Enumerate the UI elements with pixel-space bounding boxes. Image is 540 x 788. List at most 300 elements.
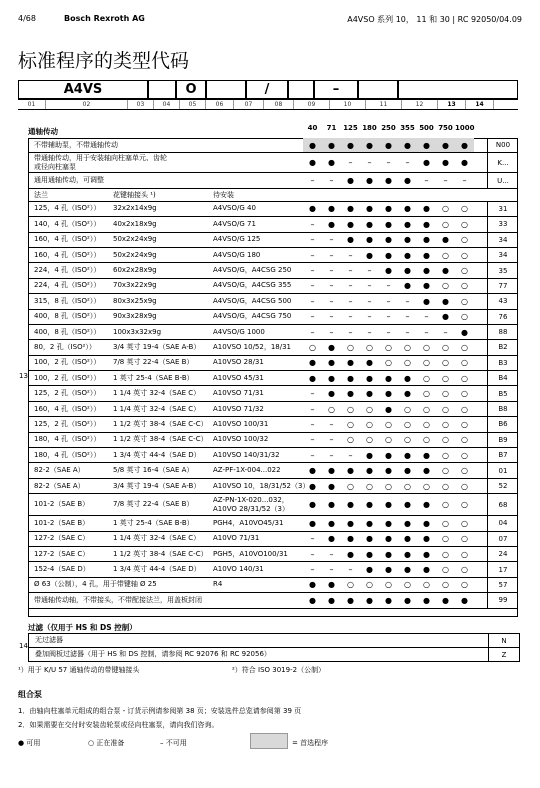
- availability-mark: ●: [366, 219, 373, 229]
- cell-t: A4VSO/G，A4CSG 750: [213, 312, 292, 321]
- availability-mark: ○: [442, 580, 449, 590]
- availability-mark: –: [348, 312, 353, 322]
- availability-mark: –: [405, 158, 410, 168]
- availability-mark: ○: [442, 342, 449, 352]
- availability-mark: –: [329, 312, 334, 322]
- availability-mark: ●: [347, 204, 354, 214]
- legend-preferred: = 首选程序: [292, 739, 329, 747]
- availability-mark: ○: [442, 481, 449, 491]
- availability-mark: ●: [423, 534, 430, 544]
- availability-mark: ●: [404, 534, 411, 544]
- availability-mark: ●: [328, 580, 335, 590]
- table-row: [28, 340, 518, 355]
- cell-t: A4VSO/G，A4CSG 355: [213, 281, 292, 290]
- order-code: B5: [487, 386, 518, 400]
- availability-mark: ●: [366, 534, 373, 544]
- availability-mark: ●: [385, 565, 392, 575]
- availability-mark: ●: [461, 327, 468, 337]
- col-header-flange: 法兰: [34, 190, 48, 199]
- cell-t: A10VSO 10，18/31/52（3）: [213, 481, 310, 490]
- availability-mark: –: [386, 281, 391, 291]
- availability-mark: –: [310, 389, 315, 399]
- availability-mark: –: [424, 312, 429, 322]
- cell-t: A10VSO 10/52，18/31: [213, 342, 292, 351]
- availability-mark: ●: [347, 466, 354, 476]
- availability-mark: –: [329, 450, 334, 460]
- order-code: N: [488, 634, 519, 647]
- legend-not-available: – 不可用: [160, 739, 187, 747]
- availability-mark: –: [310, 435, 315, 445]
- table-row: [28, 173, 518, 188]
- availability-mark: ○: [385, 358, 392, 368]
- order-code: 99: [487, 593, 518, 607]
- availability-mark: ●: [404, 235, 411, 245]
- availability-mark: ○: [404, 435, 411, 445]
- availability-mark: –: [462, 176, 467, 186]
- availability-mark: ●: [328, 389, 335, 399]
- availability-mark: –: [310, 534, 315, 544]
- availability-mark: ○: [404, 342, 411, 352]
- cell-f: 180，4 孔（ISO²））: [34, 450, 101, 459]
- col-header-mount: 待安装: [213, 190, 234, 199]
- availability-mark: ○: [461, 466, 468, 476]
- order-code: 34: [487, 233, 518, 247]
- legend-available: ● 可用: [18, 739, 41, 747]
- code-position-12: 12: [402, 100, 438, 109]
- availability-mark: –: [443, 176, 448, 186]
- availability-mark: ●: [347, 534, 354, 544]
- availability-mark: ○: [461, 281, 468, 291]
- availability-mark: ○: [347, 419, 354, 429]
- row-text: 无过滤器: [35, 636, 63, 644]
- availability-mark: ○: [366, 580, 373, 590]
- code-position-09: 09: [294, 100, 330, 109]
- availability-mark: ○: [461, 389, 468, 399]
- cell-f: 101-2（SAE B）: [34, 518, 90, 527]
- availability-mark: –: [329, 565, 334, 575]
- availability-mark: ○: [347, 404, 354, 414]
- availability-mark: ●: [366, 250, 373, 260]
- order-code: 68: [487, 494, 518, 515]
- availability-mark: ●: [423, 450, 430, 460]
- table-row: [28, 402, 518, 417]
- availability-mark: ○: [442, 250, 449, 260]
- availability-mark: ○: [442, 373, 449, 383]
- availability-mark: ●: [347, 219, 354, 229]
- cell-s: 60x2x28x9g: [113, 266, 157, 275]
- cell-f: 160，4 孔（ISO²））: [34, 250, 101, 259]
- availability-mark: ○: [423, 481, 430, 491]
- availability-mark: –: [329, 327, 334, 337]
- table-row: [28, 279, 518, 294]
- availability-mark: ○: [423, 358, 430, 368]
- cell-s: 1 英寸 25-4（SAE B-B）: [113, 518, 194, 527]
- availability-mark: ○: [442, 534, 449, 544]
- availability-mark: ●: [385, 373, 392, 383]
- availability-mark: ●: [385, 266, 392, 276]
- table-row: [28, 371, 518, 386]
- availability-mark: –: [329, 296, 334, 306]
- availability-mark: ○: [404, 358, 411, 368]
- code-position-05: 05: [180, 100, 206, 109]
- cell-s: 90x3x28x9g: [113, 312, 157, 321]
- availability-mark: ●: [366, 358, 373, 368]
- availability-mark: –: [310, 327, 315, 337]
- availability-mark: –: [367, 327, 372, 337]
- cell-s: 1 1/2 英寸 38-4（SAE C-C）: [113, 435, 208, 444]
- availability-mark: ●: [328, 500, 335, 510]
- order-code: B9: [487, 433, 518, 447]
- cell-t: R4: [213, 580, 223, 589]
- availability-mark: –: [329, 281, 334, 291]
- availability-mark: ○: [461, 435, 468, 445]
- size-40: 40: [307, 124, 318, 132]
- availability-mark: ○: [423, 419, 430, 429]
- availability-mark: ○: [461, 565, 468, 575]
- code-part-2: [148, 80, 176, 99]
- availability-mark: ●: [328, 466, 335, 476]
- availability-mark: –: [329, 549, 334, 559]
- row-text: 带通轴传动，用于安装轴向柱塞单元、齿轮 或径向柱塞泵: [34, 153, 167, 171]
- type-code-bar: [18, 80, 518, 99]
- group-label-13: 13: [19, 372, 28, 380]
- size-180: 180: [362, 124, 377, 132]
- availability-mark: ○: [442, 281, 449, 291]
- availability-mark: ●: [322, 138, 341, 152]
- availability-mark: ○: [461, 296, 468, 306]
- availability-mark: –: [310, 176, 315, 186]
- availability-mark: –: [348, 296, 353, 306]
- availability-mark: ●: [404, 466, 411, 476]
- availability-mark: ○: [385, 419, 392, 429]
- availability-mark: ●: [423, 466, 430, 476]
- availability-mark: –: [367, 296, 372, 306]
- availability-mark: ○: [442, 500, 449, 510]
- availability-mark: –: [367, 281, 372, 291]
- availability-mark: ○: [423, 389, 430, 399]
- availability-mark: ●: [366, 500, 373, 510]
- availability-mark: –: [348, 450, 353, 460]
- cell-f: 125，2 孔（ISO²））: [34, 419, 101, 428]
- availability-mark: ○: [461, 266, 468, 276]
- availability-mark: –: [386, 158, 391, 168]
- table-row: [28, 532, 518, 547]
- availability-mark: ○: [385, 481, 392, 491]
- combo-note-1: 1．由轴向柱塞单元组成的组合泵 - 订货示例请参阅第 38 页；安装选件总览请参阅第 39 页: [18, 707, 302, 715]
- availability-mark: ●: [461, 158, 468, 168]
- order-code: 52: [487, 479, 518, 493]
- availability-mark: ●: [404, 250, 411, 260]
- availability-mark: ○: [461, 342, 468, 352]
- cell-s: 3/4 英寸 19-4（SAE A-B）: [113, 481, 201, 490]
- table-row: [28, 433, 518, 448]
- cell-f: 315，8 孔（ISO²））: [34, 296, 101, 305]
- order-code: 57: [487, 578, 518, 592]
- availability-mark: –: [348, 158, 353, 168]
- order-code: 04: [487, 516, 518, 530]
- code-part-6: [288, 80, 314, 99]
- table-row: [28, 294, 518, 309]
- availability-mark: ●: [385, 450, 392, 460]
- order-code: 88: [487, 325, 518, 339]
- availability-mark: ○: [366, 404, 373, 414]
- table-row: [28, 562, 518, 577]
- cell-t: A10VSO 28/31: [213, 358, 264, 367]
- availability-mark: ○: [385, 435, 392, 445]
- availability-mark: ●: [442, 595, 449, 605]
- cell-t: A4VSO/G 180: [213, 250, 261, 259]
- combo-heading: 组合泵: [18, 690, 42, 699]
- doc-reference: A4VSO 系列 10， 11 和 30 | RC 92050/04.09: [347, 15, 522, 24]
- order-code: B8: [487, 402, 518, 416]
- table-row: [28, 263, 518, 278]
- order-code: 17: [487, 562, 518, 576]
- table-row: [28, 417, 518, 432]
- table-row: [28, 578, 518, 593]
- cell-t: A10VSO 71/32: [213, 404, 264, 413]
- cell-f: 101-2（SAE B）: [34, 500, 90, 509]
- availability-mark: –: [329, 250, 334, 260]
- availability-mark: ●: [328, 534, 335, 544]
- order-code: U...: [487, 173, 518, 187]
- table-row: [28, 325, 518, 340]
- availability-mark: ●: [404, 549, 411, 559]
- cell-f: 400，8 孔（ISO²））: [34, 312, 101, 321]
- availability-mark: –: [348, 250, 353, 260]
- availability-mark: ●: [309, 481, 316, 491]
- availability-mark: ●: [379, 138, 398, 152]
- table-row: [28, 153, 518, 173]
- cell-s: 32x2x14x9g: [113, 204, 157, 213]
- cell-s: 1 3/4 英寸 44-4（SAE D）: [113, 565, 201, 574]
- table-row: [28, 202, 518, 217]
- cell-f: 82-2（SAE A）: [34, 466, 85, 475]
- cell-t: A10VO 71/31: [213, 534, 260, 543]
- section-through-drive: 通轴传动: [28, 127, 58, 136]
- availability-mark: ●: [398, 138, 417, 152]
- availability-mark: ●: [328, 358, 335, 368]
- page-title: 标准程序的类型代码: [18, 50, 190, 72]
- availability-mark: ●: [423, 158, 430, 168]
- availability-mark: ●: [385, 466, 392, 476]
- cell-s: 1 英寸 25-4（SAE B-B）: [113, 373, 194, 382]
- cell-f: 400，8 孔（ISO²））: [34, 327, 101, 336]
- availability-mark: –: [310, 565, 315, 575]
- availability-mark: ●: [423, 204, 430, 214]
- availability-mark: –: [310, 450, 315, 460]
- availability-mark: ●: [328, 204, 335, 214]
- availability-mark: ●: [347, 358, 354, 368]
- availability-mark: ○: [423, 435, 430, 445]
- availability-mark: ●: [309, 580, 316, 590]
- availability-mark: ○: [461, 450, 468, 460]
- availability-mark: ●: [347, 500, 354, 510]
- availability-mark: ○: [442, 358, 449, 368]
- availability-mark: ●: [423, 250, 430, 260]
- cell-t: A4VSO/G 1000: [213, 327, 265, 336]
- availability-mark: –: [310, 419, 315, 429]
- cell-f: 125，2 孔（ISO²））: [34, 389, 101, 398]
- availability-mark: ○: [385, 342, 392, 352]
- availability-mark: ○: [461, 481, 468, 491]
- availability-mark: ○: [461, 358, 468, 368]
- footnote-1: ¹）用于 K/U 57 通轴传动的带键轴接头: [18, 666, 140, 674]
- availability-mark: ○: [404, 404, 411, 414]
- availability-mark: –: [329, 435, 334, 445]
- table-row: [28, 448, 518, 463]
- cell-s: 3/4 英寸 19-4（SAE A-B）: [113, 342, 201, 351]
- cell-f: 127-2（SAE C）: [34, 534, 90, 543]
- availability-mark: ○: [461, 312, 468, 322]
- availability-mark: ●: [341, 138, 360, 152]
- availability-mark: ●: [309, 204, 316, 214]
- size-250: 250: [381, 124, 396, 132]
- filter-table: [28, 633, 520, 662]
- availability-mark: ○: [442, 435, 449, 445]
- availability-mark: ●: [385, 176, 392, 186]
- code-position-13: 13: [438, 100, 466, 109]
- order-code: 33: [487, 217, 518, 231]
- cell-f: 224，4 孔（ISO²））: [34, 266, 101, 275]
- availability-mark: ●: [442, 296, 449, 306]
- availability-mark: ●: [404, 281, 411, 291]
- col-header-shaft: 花键轴接头 ¹): [113, 190, 156, 199]
- page-header: [18, 14, 522, 26]
- availability-mark: ○: [366, 435, 373, 445]
- cell-f: 140，4 孔（ISO²））: [34, 219, 101, 228]
- availability-mark: ○: [461, 580, 468, 590]
- through-drive-table: [28, 138, 518, 609]
- availability-mark: ●: [404, 518, 411, 528]
- availability-mark: ●: [347, 373, 354, 383]
- table-row: [28, 494, 518, 516]
- order-code: B2: [487, 340, 518, 354]
- cell-t: A4VSO/G，A4CSG 500: [213, 296, 292, 305]
- cell-f: 125，4 孔（ISO²））: [34, 204, 101, 213]
- availability-mark: –: [367, 266, 372, 276]
- cell-s: 70x3x22x9g: [113, 281, 157, 290]
- section-filter: 过滤（仅用于 HS 和 DS 控制）: [28, 623, 137, 632]
- combo-note-2: 2．如果需要在交付时安装齿轮泵或径向柱塞泵，请向我们咨询。: [18, 721, 219, 729]
- availability-mark: ○: [461, 250, 468, 260]
- availability-mark: –: [310, 250, 315, 260]
- availability-mark: –: [386, 312, 391, 322]
- availability-mark: ●: [385, 235, 392, 245]
- availability-mark: ○: [461, 404, 468, 414]
- order-code: N00: [487, 138, 518, 152]
- availability-mark: ○: [309, 342, 316, 352]
- code-position-08: 08: [264, 100, 294, 109]
- availability-mark: ●: [347, 176, 354, 186]
- availability-mark: ●: [385, 518, 392, 528]
- availability-mark: ●: [385, 204, 392, 214]
- table-row: [28, 356, 518, 371]
- availability-mark: –: [424, 176, 429, 186]
- table-row: [28, 463, 518, 478]
- availability-mark: ●: [366, 235, 373, 245]
- cell-s: 1 1/4 英寸 32-4（SAE C）: [113, 389, 201, 398]
- availability-mark: ●: [328, 481, 335, 491]
- availability-mark: ○: [461, 419, 468, 429]
- order-code: 31: [487, 202, 518, 216]
- code-part-3: O: [176, 80, 206, 99]
- availability-mark: ●: [423, 219, 430, 229]
- cell-f: 82-2（SAE A）: [34, 481, 85, 490]
- availability-mark: ○: [442, 389, 449, 399]
- cell-t: A4VSO/G 71: [213, 219, 256, 228]
- availability-mark: –: [310, 219, 315, 229]
- availability-mark: ●: [366, 373, 373, 383]
- table-row: [28, 310, 518, 325]
- availability-mark: ○: [461, 500, 468, 510]
- column-header-row: [28, 189, 518, 202]
- availability-mark: ●: [366, 450, 373, 460]
- code-position-07: 07: [234, 100, 264, 109]
- cell-t: PGH4，A10VO45/31: [213, 518, 284, 527]
- cell-t: A10VSO 71/31: [213, 389, 264, 398]
- cell-s: 1 1/4 英寸 32-4（SAE C）: [113, 404, 201, 413]
- row-text: 带通轴传动轴，不带接头，不带配接法兰，用盖板封闭: [34, 595, 202, 604]
- code-position-06: 06: [206, 100, 234, 109]
- order-code: B6: [487, 417, 518, 431]
- availability-mark: ●: [423, 500, 430, 510]
- availability-mark: ●: [423, 549, 430, 559]
- availability-mark: ○: [404, 419, 411, 429]
- availability-mark: ●: [442, 158, 449, 168]
- availability-mark: ●: [404, 204, 411, 214]
- availability-mark: ●: [423, 565, 430, 575]
- cell-f: 127-2（SAE C）: [34, 549, 90, 558]
- cell-t: A4VSO/G，A4CSG 250: [213, 266, 292, 275]
- cell-t: AZ-PN-1X-020...032， A10VO 28/31/52（3）: [213, 495, 289, 513]
- availability-mark: –: [329, 235, 334, 245]
- availability-mark: ●: [385, 534, 392, 544]
- availability-mark: –: [310, 235, 315, 245]
- availability-mark: ●: [360, 138, 379, 152]
- availability-mark: ●: [404, 565, 411, 575]
- availability-mark: ●: [347, 389, 354, 399]
- table-row: [28, 479, 518, 494]
- table-row: [29, 634, 519, 648]
- availability-mark: ●: [442, 312, 449, 322]
- group-label-14: 14: [19, 642, 28, 650]
- availability-mark: ○: [328, 404, 335, 414]
- table-row: [28, 386, 518, 401]
- availability-mark: –: [386, 296, 391, 306]
- order-code: K...: [487, 153, 518, 172]
- availability-mark: ●: [436, 138, 455, 152]
- availability-mark: ●: [366, 176, 373, 186]
- availability-mark: –: [348, 565, 353, 575]
- cell-t: A10VSO 140/31/32: [213, 450, 280, 459]
- order-code: 35: [487, 263, 518, 277]
- size-1000: 1000: [455, 124, 475, 132]
- cell-t: PGH5，A10VO100/31: [213, 549, 288, 558]
- availability-mark: –: [348, 327, 353, 337]
- availability-mark: ●: [347, 235, 354, 245]
- code-part-8: [358, 80, 398, 99]
- availability-mark: ○: [347, 580, 354, 590]
- availability-mark: –: [310, 296, 315, 306]
- cell-f: 100，2 孔（ISO²））: [34, 358, 101, 367]
- size-750: 750: [438, 124, 453, 132]
- size-355: 355: [400, 124, 415, 132]
- table-row: [28, 248, 518, 263]
- order-code: 07: [487, 532, 518, 546]
- availability-mark: ○: [461, 373, 468, 383]
- availability-mark: –: [405, 296, 410, 306]
- cell-t: A4VSO/G 125: [213, 235, 261, 244]
